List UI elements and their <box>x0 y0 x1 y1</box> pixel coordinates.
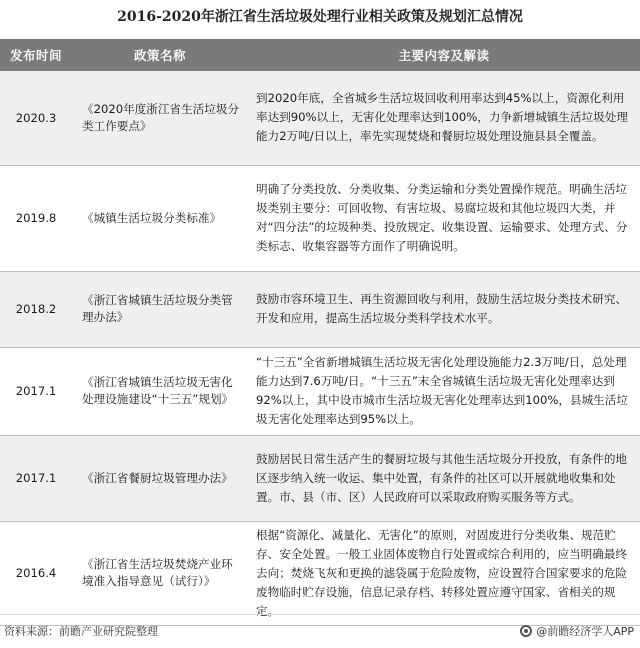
brand-logo-icon <box>520 625 532 637</box>
table-row <box>0 521 640 625</box>
row-date: 2018.2 <box>0 271 72 347</box>
row-date: 2017.1 <box>0 347 72 435</box>
header-content: 主要内容及解读 <box>248 39 640 71</box>
brand-credit <box>520 623 634 639</box>
source-note: 资料来源：前瞻产业研究院整理 <box>4 625 158 638</box>
brand-label: @前瞻经济学人APP <box>536 625 634 638</box>
policy-table <box>0 39 640 626</box>
header-policy-name: 政策名称 <box>72 39 248 71</box>
table-row <box>0 71 640 165</box>
row-date: 2020.3 <box>0 71 72 165</box>
table-row <box>0 347 640 435</box>
table-header-row <box>0 39 640 71</box>
row-content: 到2020年底，全省城乡生活垃圾回收利用率达到45%以上，资源化利用率达到90%以上，无害化处理率达到100%，力争新增城镇生活垃圾处理能力2万吨/日以上，率先实现焚烧和餐厨垃圾处理设施县县全覆盖。 <box>248 71 640 165</box>
row-policy-name: 《浙江省城镇生活垃圾分类管理办法》 <box>72 271 248 347</box>
row-date: 2016.4 <box>0 521 72 625</box>
row-policy-name: 《2020年度浙江省生活垃圾分类工作要点》 <box>72 71 248 165</box>
row-policy-name: 《浙江省城镇生活垃圾无害化处理设施建设“十三五”规划》 <box>72 347 248 435</box>
row-content: “十三五”全省新增城镇生活垃圾无害化处理设施能力2.3万吨/日，总处理能力达到7.6万吨/日。“十三五”末全省城镇生活垃圾无害化处理率达到92%以上，其中设市城市生活垃圾无害化处理率达到100%，县城生活垃圾无害化处理率达到95%以上。 <box>248 347 640 435</box>
row-policy-name: 《城镇生活垃圾分类标准》 <box>72 165 248 271</box>
row-content: 鼓励居民日常生活产生的餐厨垃圾与其他生活垃圾分开投放，有条件的地区逐步纳入统一收运、集中处置，有条件的社区可以开展就地收集和处置。市、县（市、区）人民政府可以采取政府购买服务等方式。 <box>248 435 640 521</box>
table-row <box>0 435 640 521</box>
footer <box>0 614 640 648</box>
header-date: 发布时间 <box>0 39 72 71</box>
row-content: 明确了分类投放、分类收集、分类运输和分类处置操作规范。明确生活垃圾类别主要分：可回收物、有害垃圾、易腐垃圾和其他垃圾四大类，并对“四分法”的垃圾种类、投放规定、收集设置、运输要求、处理方式、分类标志、收集容器等方面作了明确说明。 <box>248 165 640 271</box>
row-policy-name: 《浙江省生活垃圾焚烧产业环境准入指导意见（试行）》 <box>72 521 248 625</box>
row-date: 2017.1 <box>0 435 72 521</box>
row-content: 根据“资源化、减量化、无害化”的原则，对固废进行分类收集、规范贮存、安全处置。一般工业固体废物自行处置或综合利用的，应当明确最终去向；焚烧飞灰和更换的滤袋属于危险废物，应设置符合国家要求的危险废物临时贮存设施，信息记录存档、转移处置应遵守国家、省相关的规定。 <box>248 521 640 625</box>
table-row <box>0 165 640 271</box>
row-policy-name: 《浙江省餐厨垃圾管理办法》 <box>72 435 248 521</box>
page-title: 2016-2020年浙江省生活垃圾处理行业相关政策及规划汇总情况 <box>117 9 523 25</box>
row-date: 2019.8 <box>0 165 72 271</box>
row-content: 鼓励市容环境卫生、再生资源回收与利用，鼓励生活垃圾分类技术研究、开发和应用，提高生活垃圾分类科学技术水平。 <box>248 271 640 347</box>
table-row <box>0 271 640 347</box>
